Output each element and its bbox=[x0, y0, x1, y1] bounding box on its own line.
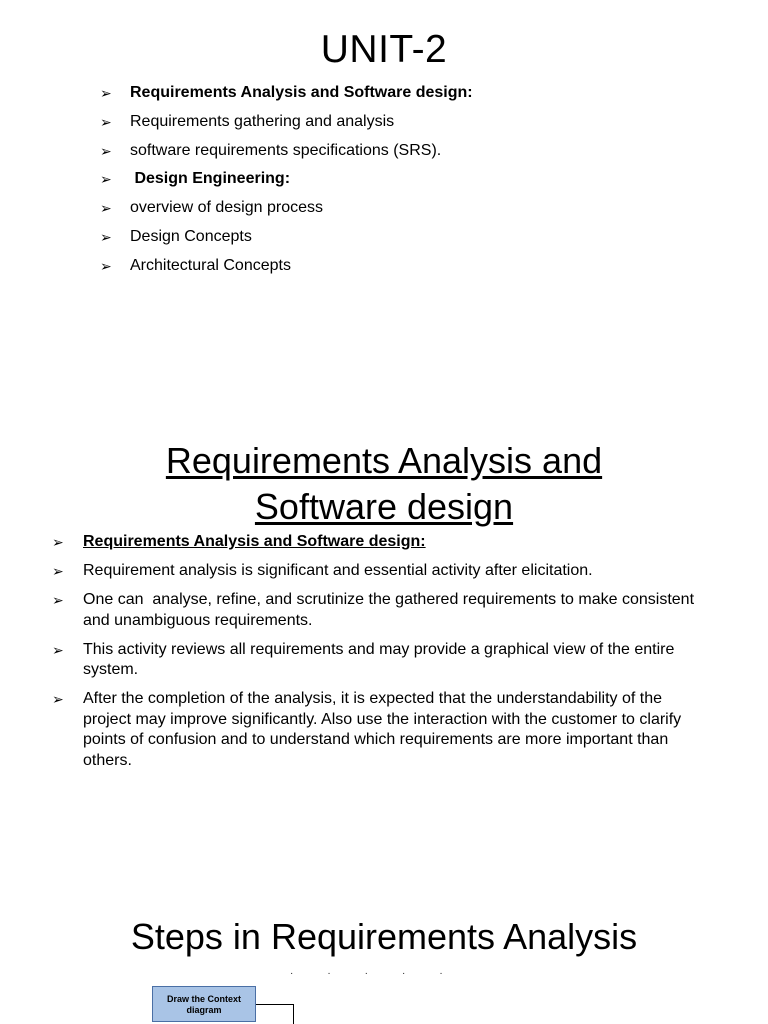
list-item bbox=[52, 640, 712, 681]
arrow-bullet-icon: ➢ bbox=[52, 592, 64, 608]
topic-list bbox=[100, 82, 473, 284]
arrow-bullet-icon: ➢ bbox=[100, 228, 112, 245]
connector-line bbox=[293, 1004, 294, 1024]
connector-line bbox=[256, 1004, 294, 1005]
arrow-bullet-icon: ➢ bbox=[100, 142, 112, 159]
list-item bbox=[52, 590, 712, 631]
context-diagram-box bbox=[152, 986, 256, 1022]
slide-title bbox=[0, 438, 768, 530]
list-item-text: Requirements Analysis and Software design: bbox=[130, 84, 473, 101]
list-item bbox=[100, 197, 473, 226]
arrow-bullet-icon: ➢ bbox=[100, 171, 112, 188]
slide-unit-2 bbox=[0, 0, 768, 300]
list-item-text: Requirements Analysis and Software design: bbox=[83, 533, 426, 550]
arrow-bullet-icon: ➢ bbox=[100, 200, 112, 217]
list-item-text: software requirements specifications (SRS). bbox=[130, 141, 442, 159]
slide-requirements-analysis bbox=[0, 432, 768, 792]
list-item-text: This activity reviews all requirements and may provide a graphical view of the entire system. bbox=[83, 640, 675, 678]
list-item-text: After the completion of the analysis, it is expected that the understandability of the project may improve significantly. Also use the interaction with the customer to clarify points of confusion and to understand which requirements are more important than others. bbox=[83, 690, 682, 769]
list-item bbox=[100, 255, 473, 284]
slide-title: Steps in Requirements Analysis bbox=[130, 916, 638, 957]
list-item-text: One can analyse, refine, and scrutinize the gathered requirements to make consistent and unambiguous requirements. bbox=[83, 591, 699, 629]
slide-steps bbox=[0, 900, 768, 1024]
list-item-text: Requirements gathering and analysis bbox=[130, 112, 395, 130]
arrow-bullet-icon: ➢ bbox=[52, 691, 64, 707]
list-item-text: Architectural Concepts bbox=[130, 256, 291, 274]
list-item bbox=[52, 561, 712, 582]
arrow-bullet-icon: ➢ bbox=[52, 534, 64, 550]
slide-title: UNIT-2 bbox=[320, 28, 448, 71]
list-item-text: Design Concepts bbox=[130, 227, 252, 245]
list-item bbox=[52, 689, 712, 771]
list-item bbox=[100, 226, 473, 255]
box-label-line-2: diagram bbox=[186, 1005, 222, 1015]
list-item bbox=[52, 532, 712, 553]
list-item-text: Requirement analysis is significant and essential activity after elicitation. bbox=[83, 562, 593, 579]
slide-title-line-2: Software design bbox=[254, 486, 514, 527]
content-list bbox=[52, 532, 712, 780]
arrow-bullet-icon: ➢ bbox=[100, 85, 112, 101]
list-item-text: Design Engineering: bbox=[130, 170, 291, 188]
list-item bbox=[100, 111, 473, 140]
list-item bbox=[100, 82, 473, 111]
box-label-line-1: Draw the Context bbox=[166, 994, 241, 1004]
arrow-bullet-icon: ➢ bbox=[100, 257, 112, 274]
list-item bbox=[100, 140, 473, 169]
arrow-bullet-icon: ➢ bbox=[52, 563, 64, 579]
arrow-bullet-icon: ➢ bbox=[100, 113, 112, 130]
decorative-dots: ····· bbox=[290, 968, 477, 979]
list-item bbox=[100, 168, 473, 197]
slide-title-line-1: Requirements Analysis and bbox=[165, 440, 603, 481]
arrow-bullet-icon: ➢ bbox=[52, 641, 64, 658]
list-item-text: overview of design process bbox=[130, 199, 323, 217]
